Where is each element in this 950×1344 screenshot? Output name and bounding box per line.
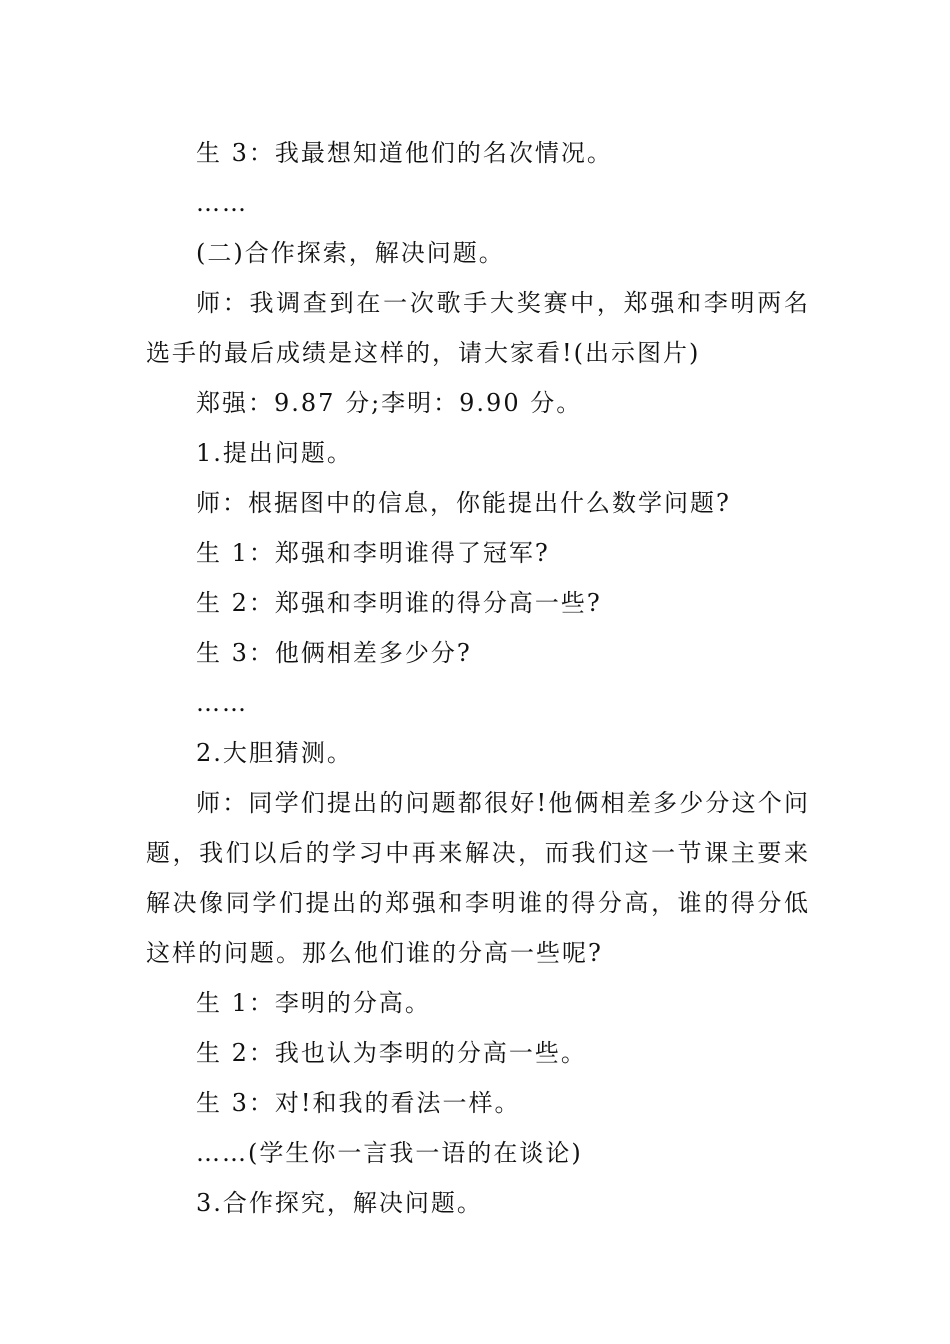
- paragraph-teacher-prompt: 师：根据图中的信息，你能提出什么数学问题?: [196, 489, 731, 517]
- paragraph-ellipsis-1: ……: [196, 189, 248, 217]
- step-heading-cooperate-solve: 3.合作探究，解决问题。: [196, 1189, 483, 1217]
- paragraph-student3-question: 生 3：我最想知道他们的名次情况。: [196, 139, 613, 167]
- step-heading-ask-questions: 1.提出问题。: [196, 439, 353, 467]
- section-heading-cooperate-explore: (二)合作探索，解决问题。: [196, 239, 505, 267]
- paragraph-student3-difference: 生 3：他俩相差多少分?: [196, 639, 472, 667]
- document-body: [146, 128, 810, 1228]
- paragraph-student2-answer: 生 2：我也认为李明的分高一些。: [196, 1039, 587, 1067]
- paragraph-student1-answer: 生 1：李明的分高。: [196, 989, 431, 1017]
- paragraph-scores: 郑强：9.87 分;李明：9.90 分。: [196, 389, 583, 417]
- paragraph-teacher-explain: 师：同学们提出的问题都很好!他俩相差多少分这个问题，我们以后的学习中再来解决，而我们这一节课主要来解决像同学们提出的郑强和李明谁的得分高，谁的得分低这样的问题。那么他们谁的分高一些呢?: [146, 789, 810, 967]
- paragraph-ellipsis-2: ……: [196, 689, 248, 717]
- paragraph-student1-champion: 生 1：郑强和李明谁得了冠军?: [196, 539, 550, 567]
- paragraph-student2-higher: 生 2：郑强和李明谁的得分高一些?: [196, 589, 602, 617]
- paragraph-teacher-survey: 师：我调查到在一次歌手大奖赛中，郑强和李明两名选手的最后成绩是这样的，请大家看!(出示图片): [146, 289, 810, 367]
- paragraph-student3-answer: 生 3：对!和我的看法一样。: [196, 1089, 521, 1117]
- step-heading-guess: 2.大胆猜测。: [196, 739, 353, 767]
- paragraph-discussion: ……(学生你一言我一语的在谈论): [196, 1139, 583, 1167]
